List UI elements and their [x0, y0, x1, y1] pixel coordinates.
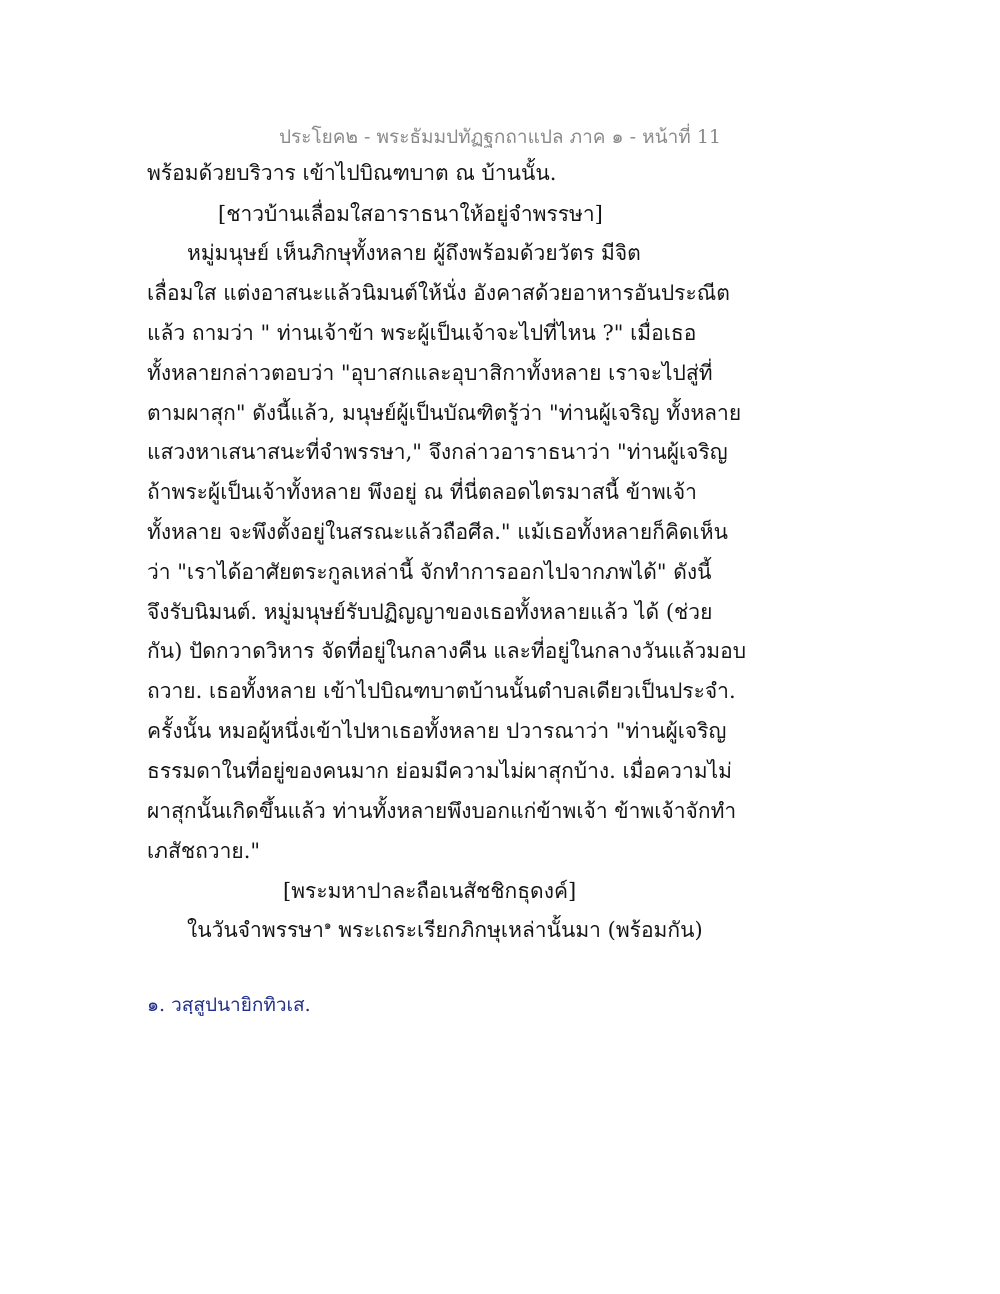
running-header	[0, 122, 1000, 152]
footnote-mark: ๑	[323, 918, 332, 932]
body-line: ถวาย. เธอทั้งหลาย เข้าไปบิณฑบาตบ้านนั้นตำบลเดียวเป็นประจำ.	[147, 679, 736, 703]
body-line: ตามผาสุก" ดังนี้แล้ว, มนุษย์ผู้เป็นบัณฑิตรู้ว่า "ท่านผู้เจริญ ทั้งหลาย	[147, 401, 742, 425]
body-line	[187, 915, 703, 945]
body-line: ทั้งหลาย จะพึงตั้งอยู่ในสรณะแล้วถือศีล." แม้เธอทั้งหลายก็คิดเห็น	[147, 520, 728, 544]
body-line: ธรรมดาในที่อยู่ของคนมาก ย่อมมีความไม่ผาสุกบ้าง. เมื่อความไม่	[147, 759, 733, 783]
body-line: จึงรับนิมนต์. หมู่มนุษย์รับปฏิญญาของเธอทั้งหลายแล้ว ได้ (ช่วย	[147, 600, 713, 624]
body-line: เลื่อมใส แต่งอาสนะแล้วนิมนต์ให้นั่ง อังคาสด้วยอาหารอันประณีต	[147, 281, 730, 305]
footnote: ๑. วสฺสูปนายิกทิวเส.	[147, 994, 311, 1016]
body-text: พระเถระเรียกภิกษุเหล่านั้นมา (พร้อมกัน)	[331, 918, 703, 942]
body-line: ทั้งหลายกล่าวตอบว่า "อุบาสกและอุบาสิกาทั้งหลาย เราจะไปสู่ที่	[147, 361, 713, 385]
section-heading: [พระมหาปาละถือเนสัชชิกธุดงค์]	[283, 879, 577, 903]
body-line: ถ้าพระผู้เป็นเจ้าทั้งหลาย พึงอยู่ ณ ที่นี่ตลอดไตรมาสนี้ ข้าพเจ้า	[147, 480, 697, 504]
section-heading: [ชาวบ้านเลื่อมใสอาราธนาให้อยู่จำพรรษา]	[218, 202, 603, 226]
body-line: ผาสุกนั้นเกิดขึ้นแล้ว ท่านทั้งหลายพึงบอกแก่ข้าพเจ้า ข้าพเจ้าจักทำ	[147, 799, 737, 823]
body-line: แสวงหาเสนาสนะที่จำพรรษา," จึงกล่าวอาราธนาว่า "ท่านผู้เจริญ	[147, 440, 728, 464]
body-line: เภสัชถวาย."	[147, 839, 261, 863]
running-header-text: ประโยค๒ - พระธัมมปทัฏฐกถาแปล ภาค ๑ - หน้าที่ 11	[278, 126, 722, 148]
body-line: ครั้งนั้น หมอผู้หนึ่งเข้าไปหาเธอทั้งหลาย ปวารณาว่า "ท่านผู้เจริญ	[147, 719, 727, 743]
body-line: ว่า "เราได้อาศัยตระกูลเหล่านี้ จักทำการออกไปจากภพได้" ดังนี้	[147, 560, 712, 584]
body-text: ในวันจำพรรษา	[187, 918, 324, 942]
body-line: แล้ว ถามว่า " ท่านเจ้าข้า พระผู้เป็นเจ้าจะไปที่ไหน ?" เมื่อเธอ	[147, 321, 697, 345]
body-line: หมู่มนุษย์ เห็นภิกษุทั้งหลาย ผู้ถึงพร้อมด้วยวัตร มีจิต	[187, 241, 641, 265]
body-line: กัน) ปัดกวาดวิหาร จัดที่อยู่ในกลางคืน และที่อยู่ในกลางวันแล้วมอบ	[147, 639, 747, 663]
body-line: พร้อมด้วยบริวาร เข้าไปบิณฑบาต ณ บ้านนั้น.	[147, 161, 557, 185]
